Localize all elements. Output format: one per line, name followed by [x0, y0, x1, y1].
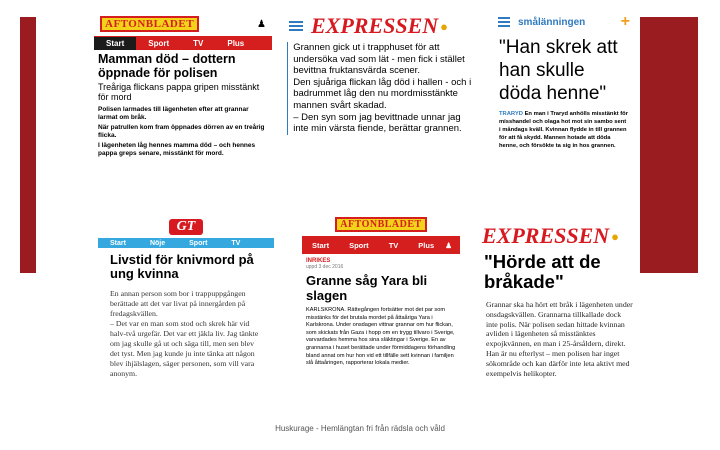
headline: Livstid för knivmord på ung kvinna — [110, 252, 254, 281]
bee-icon: ● — [611, 228, 620, 244]
nav-tv[interactable]: TV — [231, 239, 241, 247]
body-text: En man i Traryd anhölls misstänkt för misshandel och olaga hot mot sin sambo sent i måndags kväll. Kvinnan flydde in till grannen för att få skydd. Mannen hotade att döda henne, och försökte ta sig in hos grannen. — [499, 111, 628, 149]
menu-icon[interactable] — [289, 19, 303, 33]
body — [494, 105, 634, 150]
smalanningen-logo: smålänningen — [518, 16, 586, 28]
nav-sport[interactable]: Sport — [148, 38, 170, 48]
headline: "Hörde att de bråkade" — [484, 251, 601, 292]
expressen-logo: EXPRESSEN — [482, 223, 610, 248]
clipping-aftonbladet-2 — [302, 214, 460, 404]
body-para-3: I lägenheten låg hennes mamma död – och hennes pappa greps senare, misstänkt för mord. — [98, 142, 256, 157]
body-text: KARLSKRONA. Rättegången fortsätter mot det par som misstänks för det brutala mordet på åttaåriga Yara i Karlskrona. Under onsdagen vittnar grannar om hur flickan, som skickats från Gaza i hopp om en trygg tillvaro i Sverige, varvardades hemma hos sina släktingar i Sverige. En av grannarna i huset berättade under förmiddagens förhandling bland annat om hur hon vid ett tillfälle sett kvinnan i familjen slå åttaåringen, rapporterar lokala medier. — [306, 307, 456, 367]
body-text: Grannar ska ha hört ett bråk i lägenheten under onsdagskvällen. Grannarna tillkallade dock inte polis. När polisen sedan hittade kvinnan avliden i lägenheten så misstänktes expojkvännen, en man i 25-årsåldern, direkt. Han är nu efterlyst – men polisen har inget sökområde och kan därför inte leta aktivt med exempelvis helikopter. — [486, 300, 633, 378]
bee-icon: ● — [440, 18, 449, 34]
nav-bar — [94, 36, 272, 50]
quote-text: Grannen gick ut i trapphuset för att undersöka vad som lät - men fick i stället bevittna fruktansvärda scener. Den sjuåriga flickan låg död i hallen - och i badrummet låg den nu mordmisstänkte mannen svårt skadad. – Den syn som jag bevittnade unnar jag inte min värsta fiende, berättar grannen. — [293, 42, 472, 135]
clipping-expressen-1 — [285, 12, 475, 188]
plus-icon[interactable]: + — [620, 13, 630, 30]
nav-tv[interactable]: TV — [193, 38, 204, 48]
gt-logo: GT — [169, 219, 204, 235]
nav-start[interactable]: Start — [94, 37, 136, 50]
body-para-2: När patrullen kom fram öppnades dörren av en treårig flicka. — [98, 124, 265, 139]
body-para-1: Polisen larmades till lägenheten efter att grannar larmat om bråk. — [98, 106, 249, 121]
nav-noje[interactable]: Nöje — [149, 239, 166, 247]
clipping-smalanningen — [494, 12, 634, 208]
expressen-logo: EXPRESSEN — [311, 13, 439, 38]
left-red-bar — [20, 17, 36, 273]
body-text: En annan person som bor i trappuppgången berättade att det var livat på innergården på fredagskvällen. – Det var en man som stod och skrek här vid halv-två urgefär. Det var ett jäkla liv. Jag tänkte om jag skulle gå ut och säga till, men sen blev det tyst. Men jag kunde ju inte tänka att någon blev ihjälslagen, säger personen, som vill vara anonym. — [110, 289, 259, 378]
user-icon[interactable]: ♟ — [445, 240, 452, 250]
aftonbladet-logo: AFTONBLADET — [100, 16, 199, 32]
headline: Granne såg Yara bli slagen — [306, 273, 428, 303]
nav-start[interactable]: Start — [312, 240, 330, 250]
nav-sport[interactable]: Sport — [349, 240, 369, 250]
user-icon: ♟ — [257, 18, 266, 30]
kicker: INRIKES — [306, 258, 331, 264]
clipping-aftonbladet-1 — [94, 12, 272, 204]
headline: Mamman död – dottern öppnade för polisen — [98, 52, 236, 80]
right-red-bar — [640, 17, 698, 273]
nav-sport[interactable]: Sport — [189, 239, 208, 247]
date: uppd 3 dec 2016 — [306, 264, 344, 270]
nav-bar — [98, 238, 274, 248]
nav-tv[interactable]: TV — [388, 240, 399, 250]
headline: "Han skrek att han skulle döda henne" — [499, 37, 618, 104]
nav-bar — [302, 236, 460, 254]
menu-icon[interactable] — [498, 15, 510, 29]
clipping-expressen-2 — [480, 222, 636, 412]
slide-caption: Huskurage - Hemlängtan fri från rädsla och våld — [275, 424, 445, 433]
aftonbladet-logo: AFTONBLADET — [335, 217, 426, 232]
nav-plus[interactable]: Plus — [227, 38, 245, 48]
clipping-gt — [98, 218, 274, 378]
nav-start[interactable]: Start — [110, 239, 126, 247]
kicker: TRARYD — [499, 111, 523, 117]
subhead: Treåriga flickans pappa gripen misstänkt för mord — [98, 82, 260, 102]
nav-plus[interactable]: Plus — [418, 240, 435, 250]
